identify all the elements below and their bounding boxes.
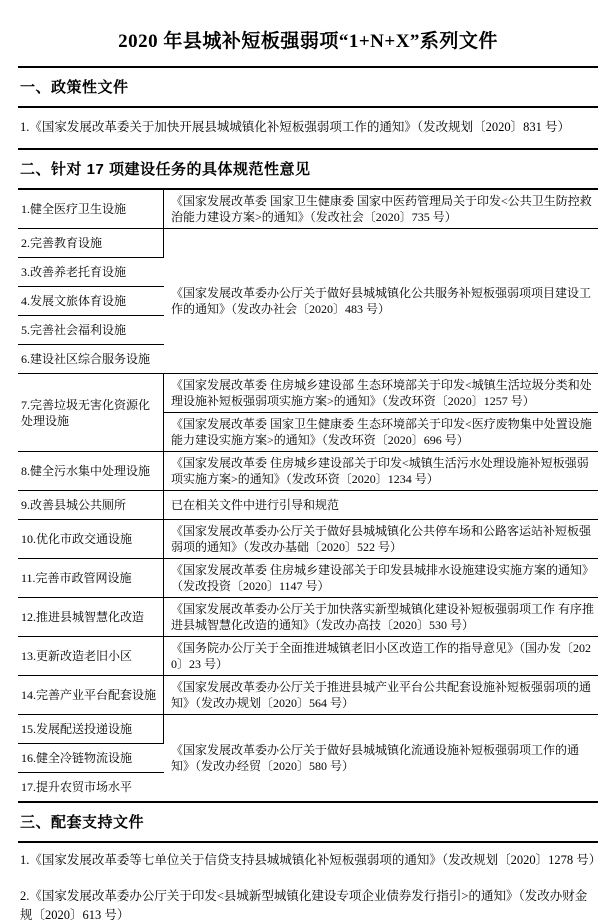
support-item-2: 2.《国家发展改革委办公厅关于印发<县城新型城镇化建设专项企业债券发行指引>的通知》（发改办财金规〔2020〕613 号） <box>20 888 588 923</box>
task-cell-11: 11.完善市政管网设施 <box>18 559 164 598</box>
task-cell-1: 1.健全医疗卫生设施 <box>18 189 164 229</box>
doc-cell-11: 《国家发展改革委 住房城乡建设部关于印发县城排水设施建设实施方案的通知》（发改投资〔2020〕1147 号） <box>164 559 599 598</box>
document-title: 2020 年县城补短板强弱项“1+N+X”系列文件 <box>118 31 498 52</box>
doc-cell-1: 《国家发展改革委 国家卫生健康委 国家中医药管理局关于印发<公共卫生防控救治能力建设方案>的通知》（发改社会〔2020〕735 号） <box>164 189 599 229</box>
table-row <box>18 598 598 637</box>
section1-heading: 一、政策性文件 <box>20 79 129 96</box>
doc-cell-10: 《国家发展改革委办公厅关于做好县城城镇化公共停车场和公路客运站补短板强弱项的通知》（发改办基础〔2020〕522 号） <box>164 520 599 559</box>
table-row <box>18 715 598 744</box>
task-cell-2: 2.完善教育设施 <box>18 229 164 258</box>
table-row <box>18 559 598 598</box>
task-cell-17: 17.提升农贸市场水平 <box>18 773 164 803</box>
doc-cell-2to6: 《国家发展改革委办公厅关于做好县城城镇化公共服务补短板强弱项项目建设工作的通知》（发改办社会〔2020〕483 号） <box>164 229 599 374</box>
doc-cell-15to17: 《国家发展改革委办公厅关于做好县城城镇化流通设施补短板强弱项工作的通知》（发改办经贸〔2020〕580 号） <box>164 715 599 803</box>
table-row <box>18 229 598 258</box>
doc-cell-8: 《国家发展改革委 住房城乡建设部关于印发<城镇生活污水处理设施补短板强弱项实施方案>的通知》（发改环资〔2020〕1234 号） <box>164 452 599 491</box>
support-item-1: 1.《国家发展改革委等七单位关于信贷支持县城城镇化补短板强弱项的通知》（发改规划〔2020〕1278 号） <box>20 853 602 868</box>
table-row <box>18 520 598 559</box>
doc-cell-7a: 《国家发展改革委 住房城乡建设部 生态环境部关于印发<城镇生活垃圾分类和处理设施补短板强弱项实施方案>的通知》（发改环资〔2020〕1257 号） <box>164 374 599 413</box>
doc-cell-13: 《国务院办公厅关于全面推进城镇老旧小区改造工作的指导意见》（国办发〔2020〕23 号） <box>164 637 599 676</box>
section3-heading: 三、配套支持文件 <box>20 814 145 832</box>
doc-cell-14: 《国家发展改革委办公厅关于推进县城产业平台公共配套设施补短板强弱项的通知》（发改办规划〔2020〕564 号） <box>164 676 599 715</box>
task-cell-4: 4.发展文旅体育设施 <box>18 287 164 316</box>
doc-cell-12: 《国家发展改革委办公厅关于加快落实新型城镇化建设补短板强弱项工作 有序推进县城智慧化改造的通知》（发改办高技〔2020〕530 号） <box>164 598 599 637</box>
table-row <box>18 491 598 520</box>
table-row <box>18 189 598 229</box>
table-row <box>18 452 598 491</box>
table-row <box>18 374 598 413</box>
task-cell-16: 16.健全冷链物流设施 <box>18 744 164 773</box>
task-cell-5: 5.完善社会福利设施 <box>18 316 164 345</box>
table-row <box>18 676 598 715</box>
task-cell-3: 3.改善养老托育设施 <box>18 258 164 287</box>
doc-cell-9: 已在相关文件中进行引导和规范 <box>164 491 599 520</box>
task-cell-10: 10.优化市政交通设施 <box>18 520 164 559</box>
task-cell-8: 8.健全污水集中处理设施 <box>18 452 164 491</box>
task-cell-6: 6.建设社区综合服务设施 <box>18 345 164 374</box>
doc-cell-7b: 《国家发展改革委 国家卫生健康委 生态环境部关于印发<医疗废物集中处置设施能力建设实施方案>的通知》（发改环资〔2020〕696 号） <box>164 413 599 452</box>
table-row <box>18 637 598 676</box>
task-cell-7: 7.完善垃圾无害化资源化处理设施 <box>18 374 164 452</box>
support-items <box>18 843 602 923</box>
section2-heading: 二、针对 17 项建设任务的具体规范性意见 <box>20 161 311 179</box>
tasks-table <box>18 188 598 803</box>
policy-item-1: 1.《国家发展改革委关于加快开展县城城镇化补短板强弱项工作的通知》（发改规划〔2020〕831 号） <box>20 120 571 134</box>
task-cell-13: 13.更新改造老旧小区 <box>18 637 164 676</box>
task-cell-14: 14.完善产业平台配套设施 <box>18 676 164 715</box>
task-cell-12: 12.推进县城智慧化改造 <box>18 598 164 637</box>
task-cell-15: 15.发展配送投递设施 <box>18 715 164 744</box>
task-cell-9: 9.改善县城公共厕所 <box>18 491 164 520</box>
